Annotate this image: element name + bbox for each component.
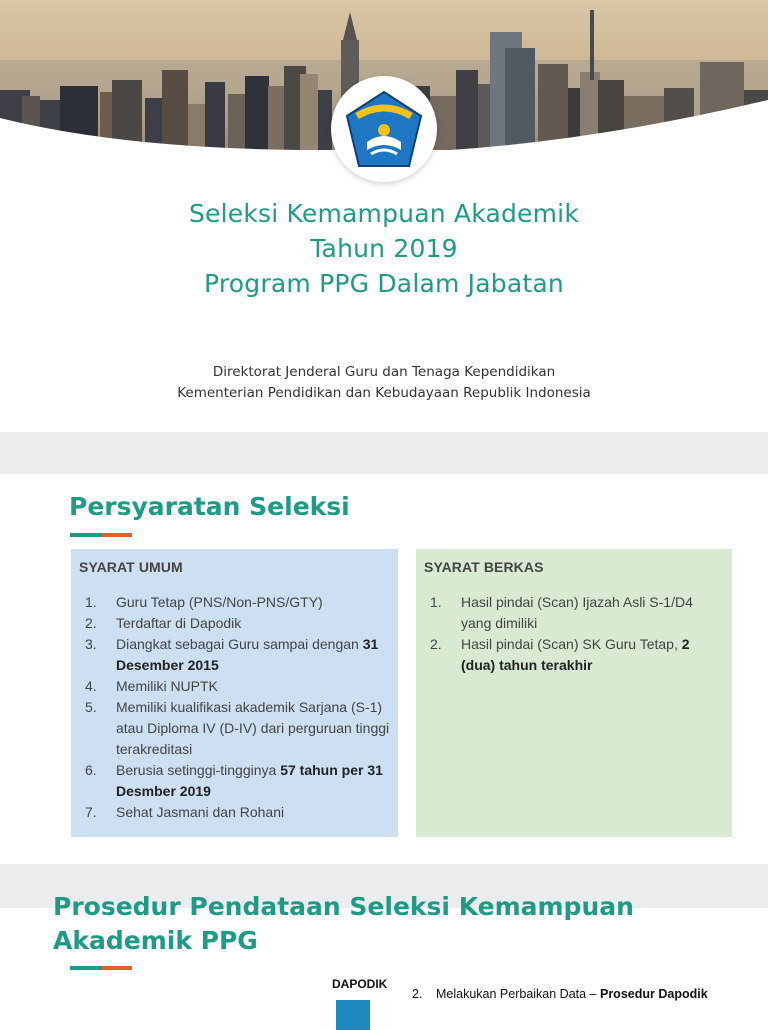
title-accent-bar <box>70 966 132 970</box>
list-item-number: 5. <box>85 699 97 715</box>
list-item-number: 3. <box>85 636 97 652</box>
list-item-text: Diangkat sebagai Guru sampai dengan <box>116 636 363 652</box>
list-item <box>79 802 390 823</box>
list-item-number: 2. <box>430 636 442 652</box>
syarat-berkas-list <box>424 592 724 676</box>
subtitle-line: Direktorat Jenderal Guru dan Tenaga Kependidikan <box>212 364 556 380</box>
list-item <box>79 634 390 676</box>
cover-title-line: Tahun 2019 <box>310 234 458 263</box>
list-item-number: 6. <box>85 762 97 778</box>
procedure-slide <box>0 892 768 1024</box>
box-heading: SYARAT UMUM <box>79 559 183 575</box>
cover-title <box>0 196 768 301</box>
section-title <box>53 890 634 958</box>
title-accent-bar <box>70 533 132 537</box>
list-item <box>79 592 390 613</box>
dapodik-block <box>336 1000 370 1030</box>
list-item-bold-text: 31 Desember 2015 <box>116 636 379 673</box>
cover-title-line: Seleksi Kemampuan Akademik <box>188 199 580 228</box>
syarat-berkas-box <box>416 549 732 837</box>
tut-wuri-handayani-emblem-icon <box>343 90 425 170</box>
list-item-text: Terdaftar di Dapodik <box>116 615 242 631</box>
slide-divider <box>0 432 768 474</box>
list-item <box>79 760 390 802</box>
list-item-bold-text: 2 (dua) tahun terakhir <box>461 636 690 673</box>
step-number: 2. <box>412 987 423 1001</box>
section-title-line: Akademik PPG <box>53 926 258 955</box>
list-item <box>79 676 390 697</box>
step-plain: Melakukan Perbaikan Data – <box>436 987 600 1001</box>
list-item-text: Guru Tetap (PNS/Non-PNS/GTY) <box>116 594 323 610</box>
list-item <box>79 697 390 760</box>
cover-subtitle <box>0 362 768 404</box>
list-item <box>79 613 390 634</box>
section-title: Persyaratan Seleksi <box>69 492 350 521</box>
step-text <box>436 985 726 1003</box>
subtitle-line: Kementerian Pendidikan dan Kebudayaan Republik Indonesia <box>177 385 591 401</box>
list-item-text: Memiliki NUPTK <box>116 678 218 694</box>
list-item-text: Memiliki kualifikasi akademik Sarjana (S-1) atau Diploma IV (D-IV) dari perguruan tinggi terakreditasi <box>116 699 390 757</box>
list-item-bold-text: 57 tahun per 31 Desmber 2019 <box>116 762 383 799</box>
syarat-umum-box <box>71 549 398 837</box>
section-title-line: Prosedur Pendataan Seleksi Kemampuan <box>53 892 634 921</box>
box-heading: SYARAT BERKAS <box>424 559 544 575</box>
list-item-text: Hasil pindai (Scan) SK Guru Tetap, <box>461 636 682 652</box>
cover-slide <box>0 0 768 432</box>
step-bold: Prosedur Dapodik <box>599 987 708 1001</box>
list-item-number: 1. <box>85 594 97 610</box>
list-item-number: 2. <box>85 615 97 631</box>
list-item <box>424 592 724 634</box>
list-item-text: Berusia setinggi-tingginya <box>116 762 281 778</box>
list-item-number: 4. <box>85 678 97 694</box>
requirements-slide <box>0 474 768 864</box>
kemdikbud-logo <box>331 76 437 182</box>
dapodik-label: DAPODIK <box>332 977 388 991</box>
syarat-umum-list <box>79 592 390 823</box>
list-item-text: Sehat Jasmani dan Rohani <box>116 804 285 820</box>
list-item-number: 7. <box>85 804 97 820</box>
cover-title-line: Program PPG Dalam Jabatan <box>204 269 564 298</box>
list-item <box>424 634 724 676</box>
list-item-text: Hasil pindai (Scan) Ijazah Asli S-1/D4 yang dimiliki <box>461 594 693 631</box>
list-item-number: 1. <box>430 594 442 610</box>
